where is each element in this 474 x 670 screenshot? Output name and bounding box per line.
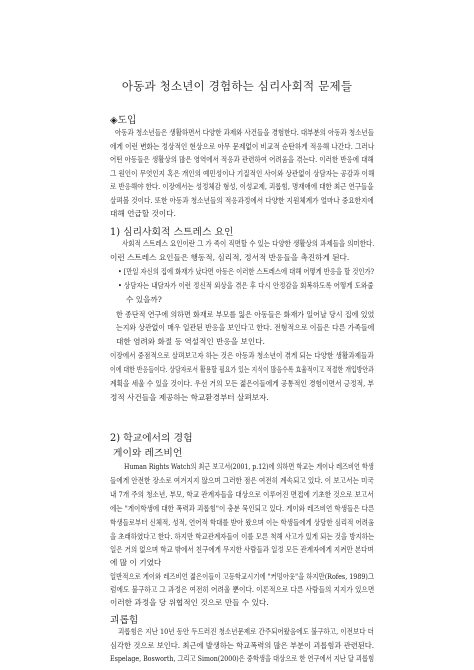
intro-heading: ◈도입 <box>110 115 137 126</box>
section2-line-7: 일은 거의 없으며 학교 밖에서 친구에게 무지한 사람들과 일정 모든 관계자에게 지켜만 본다며 <box>110 545 374 554</box>
section2-line-9: 일반적으로 게이와 레즈비언 젊은이들이 고등학교시기에 "커밍아웃"을 하지만(Rofes, 1989)그 <box>110 572 375 581</box>
intro-line-3: 어떤 아동들은 생활상의 많은 영역에서 적응과 관련하여 어려움을 겪는다. 이러한 반응에 대해 <box>110 155 374 164</box>
section2-line-3: 내 7개 주의 청소년, 부모, 학교 관계자들을 대상으로 이루어진 면접에 기초한 것으로 보고서 <box>110 490 374 499</box>
section2-line-10: 럼에도 불구하고 그 과정은 여전히 어려울 뿐이다. 이론적으로 다른 사람들의 지지가 있으면 <box>110 585 375 594</box>
intro-line-1: 아동과 청소년들은 생활하면서 다양한 과제와 사건들을 경험한다. 대부분의 아동과 청소년들 <box>115 128 374 137</box>
intro-line-4: 그 원인이 무엇인지 혹은 개인의 예민성이나 기질적인 사이와 상관없이 상담자는 공감과 이해 <box>110 169 375 178</box>
section2-subheading: 게이와 레즈비언 <box>113 448 183 459</box>
section1-line-11: 계획을 세울 수 있을 것이다. 우선 거의 모든 젊은이들에게 공통적인 경험이면서 긍정적, 부 <box>110 379 374 388</box>
section2-line-1: Human Rights Watch의 최근 보고서(2001, p.12)에 의하면 학교는 게이나 레즈비언 학생 <box>124 462 374 471</box>
intro-line-6: 살펴볼 것이다. 또한 아동과 청소년들의 적응과정에서 다양한 지원체계가 얼마나 중요한지에 <box>110 196 374 205</box>
section2-line-2: 들에게 안전한 장소로 여겨지지 않으며 그러한 점은 여전히 계속되고 있다. 이 보고서는 미국 <box>110 476 374 485</box>
section2-line-5: 학생들로부터 신체적, 성적, 언어적 학대를 받아 왔으며 이는 학생들에게 상당한 심리적 어려움 <box>110 518 375 527</box>
section2-line-6: 을 초래하였다고 한다. 하지만 학교관계자들이 이를 모른 척해 사고가 있게 되는 것을 방지하는 <box>110 532 375 541</box>
section3-line-3: Espelage, Bosworth, 그리고 Simon(2000)은 중학생을 대상으로 한 연구에서 지난 달 괴롭힘 <box>110 654 375 663</box>
section1-line-5: 수 있을까? <box>126 295 162 304</box>
intro-line-7: 대해 언급할 것이다. <box>110 209 176 218</box>
section1-heading: 1) 심리사회적 스트레스 요인 <box>110 227 234 238</box>
section1-line-3: • [만일 자신의 집에 화재가 났다면 아동은 이러한 스트레스에 대해 어떻게 반응을 할 것인가? <box>118 267 375 276</box>
section1-line-10: 이에 대한 반응들이다. 상담자로서 활용할 필요가 있는 지식이 많음수록 효율적이고 적절한 개입방안과 <box>110 365 374 374</box>
section1-line-12: 정적 사건들을 제공하는 학교환경부터 살펴보자. <box>110 393 269 402</box>
intro-line-2: 에게 이런 변화는 정상적인 현상으로 아무 문제없이 비교적 순탄하게 적응해 나간다. 그러나 <box>110 142 375 151</box>
page-title: 아동과 청소년이 경험하는 심리사회적 문제들 <box>121 79 353 93</box>
intro-line-5: 로 반응해야 한다. 이장에서는 성정체감 형성, 이성교제, 괴롭힘, 명재애에 대한 최근 연구들을 <box>110 182 374 191</box>
section3-line-2: 심각한 것으로 보인다. 최근에 발생하는 학교폭력의 많은 부분이 괴롭힘과 관련된다. <box>110 641 375 650</box>
section2-line-11: 이러한 과정을 당 위협적인 것으로 만들 수 있다. <box>110 598 269 607</box>
section1-line-8: 대한 염려와 화절 등 역설적인 반응을 보인다. <box>116 337 265 346</box>
section1-line-6: 한 종단적 연구에 의하면 화재로 부모를 잃은 아동들은 화재가 일어날 당시 집에 있었 <box>116 310 375 319</box>
section1-line-1: 사회적 스트레스 요인이란 그 가 족이 직면할 수 있는 다양한 생활상의 과제들을 의미한다. <box>122 239 375 248</box>
section2-line-8: 에 많 이 기였다 <box>110 558 162 567</box>
section1-line-7: 는지와 상관없이 매우 일관된 반응을 보인다고 한다. 전형적으로 이들은 다른 가족들에 <box>116 323 375 332</box>
section2-line-4: 에는 "게이학생에 대한 폭력과 괴롭힘"이 충분 묵인되고 있다. 게이와 레즈비언 학생들은 다른 <box>110 504 375 513</box>
section1-line-2: 이런 스트레스 요인들은 행동적, 심리적, 정서적 반응들을 촉진하게 된다. <box>110 253 350 262</box>
section3-line-1: 괴롭힘은 지난 10년 동안 두드러진 청소년문제로 간주되어왔음에도 불구하고, 이전보다 더 <box>118 627 374 636</box>
section1-line-4: • 상담자는 내담자가 이런 정신적 외상을 겪은 후 다시 안정감을 회복하도록 어떻게 도와줄 <box>118 281 374 290</box>
section1-line-9: 이장에서 중점적으로 살펴보고자 하는 것은 아동과 청소년이 겪게 되는 다양한 생활과제들과 <box>110 351 374 360</box>
section2-heading: 2) 학교에서의 경험 <box>110 433 193 444</box>
section3-heading: 괴롭힘 <box>110 615 139 626</box>
